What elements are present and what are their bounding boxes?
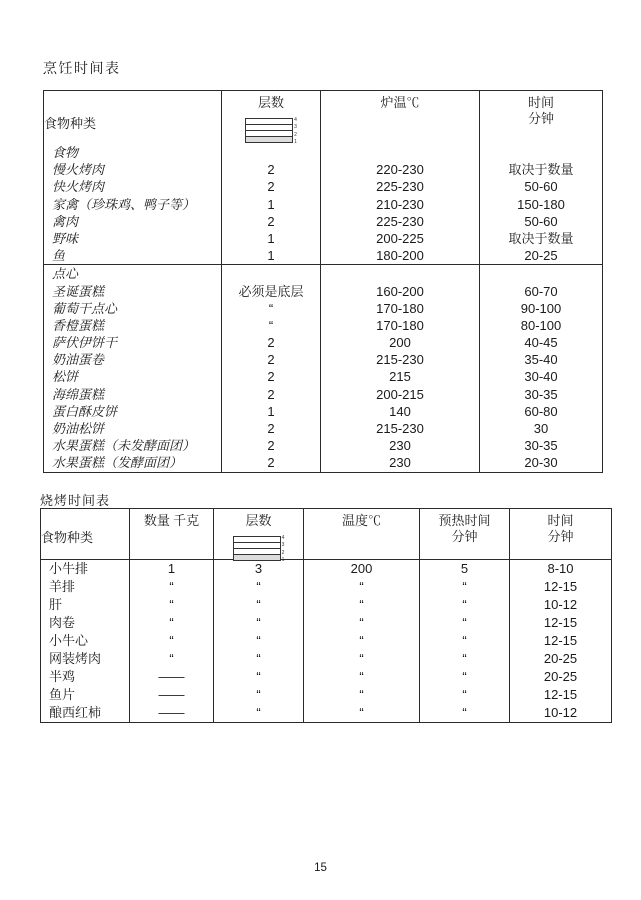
food-name: 半鸡 [49, 669, 76, 684]
section-label: 食物 [52, 145, 79, 160]
shelf-value: 2 [221, 420, 320, 437]
qty-value: —— [129, 704, 213, 722]
table-row [44, 178, 602, 195]
header-shelf: 层数 4 3 2 1 [221, 91, 320, 144]
header-food-type: 食物种类 [44, 116, 97, 131]
time-value: 80-100 [479, 317, 602, 334]
shelf-value: “ [213, 596, 303, 614]
shelf-value: 1 [221, 247, 320, 264]
shelf-value: “ [213, 614, 303, 632]
preheat-value: “ [419, 686, 509, 704]
table-row [44, 386, 602, 403]
temp-value: 170-180 [320, 317, 479, 334]
table-row [41, 668, 611, 686]
shelf-box [233, 536, 281, 561]
temp-value: 200-225 [320, 230, 479, 247]
section-label-row [44, 144, 602, 161]
preheat-value: “ [419, 650, 509, 668]
table-row [44, 213, 602, 230]
food-name: 网装烤肉 [49, 651, 102, 666]
time-value: 50-60 [479, 213, 602, 230]
food-name: 松饼 [52, 369, 79, 385]
table-row [41, 650, 611, 668]
time-value: 30 [479, 420, 602, 437]
temp-value: “ [303, 668, 419, 686]
header-temp: 温度℃ [303, 509, 419, 559]
table-row [44, 300, 602, 317]
food-name: 家禽（珍珠鸡、鸭子等） [52, 196, 196, 212]
time-value: 12-15 [509, 632, 611, 650]
time-value: 30-35 [479, 437, 602, 454]
table-row [44, 454, 602, 471]
time-value: 40-45 [479, 334, 602, 351]
qty-value: “ [129, 614, 213, 632]
time-value: 150-180 [479, 196, 602, 213]
table-row [41, 704, 611, 722]
time-value: 12-15 [509, 614, 611, 632]
time-value: 8-10 [509, 560, 611, 578]
shelf-value: “ [213, 650, 303, 668]
shelf-value: 2 [221, 334, 320, 351]
qty-value: 1 [129, 560, 213, 578]
shelf-value: 1 [221, 403, 320, 420]
shelf-value: 2 [221, 386, 320, 403]
cooking-table [43, 90, 603, 473]
food-name: 萨伏伊饼干 [52, 335, 118, 351]
grill-table-body [41, 560, 611, 722]
table-row [44, 351, 602, 368]
table-row [41, 596, 611, 614]
header-food-type: 食物种类 [41, 530, 94, 545]
qty-value: —— [129, 686, 213, 704]
table-row [44, 368, 602, 385]
shelf-value: 1 [221, 196, 320, 213]
header-quantity: 数量 千克 [129, 509, 213, 559]
table-row [44, 161, 602, 178]
oven-shelf-icon [245, 118, 297, 145]
preheat-value: “ [419, 596, 509, 614]
temp-value: 225-230 [320, 178, 479, 195]
qty-value: “ [129, 596, 213, 614]
time-value: 12-15 [509, 686, 611, 704]
table-row [44, 230, 602, 247]
food-name: 海绵蛋糕 [52, 386, 105, 402]
temp-value: 140 [320, 403, 479, 420]
preheat-value: “ [419, 668, 509, 686]
cooking-table-section-foods [44, 144, 602, 264]
food-name: 鱼片 [49, 687, 76, 702]
table-row [41, 686, 611, 704]
time-value: 30-40 [479, 368, 602, 385]
temp-value: 215 [320, 368, 479, 385]
time-value: 取决于数量 [479, 230, 602, 247]
temp-value: 215-230 [320, 420, 479, 437]
temp-value: 230 [320, 454, 479, 471]
temp-value: 220-230 [320, 161, 479, 178]
food-name: 禽肉 [52, 213, 79, 229]
time-value: 12-15 [509, 578, 611, 596]
qty-value: “ [129, 578, 213, 596]
time-value: 90-100 [479, 300, 602, 317]
shelf-level-numbers: 4 3 2 1 [294, 117, 297, 145]
table-row [44, 283, 602, 300]
shelf-value: 2 [221, 454, 320, 471]
shelf-level-numbers: 4 3 2 1 [281, 535, 285, 563]
temp-value: “ [303, 686, 419, 704]
temp-value: 215-230 [320, 351, 479, 368]
cooking-table-header [44, 91, 602, 144]
temp-value: 225-230 [320, 213, 479, 230]
temp-value: 210-230 [320, 196, 479, 213]
oven-shelf-icon [233, 536, 285, 563]
shelf-value: “ [213, 632, 303, 650]
temp-value: 170-180 [320, 300, 479, 317]
preheat-value: 5 [419, 560, 509, 578]
food-name: 葡萄干点心 [52, 300, 118, 316]
temp-value: “ [303, 596, 419, 614]
header-preheat: 预热时间 分钟 [419, 509, 509, 559]
section-label: 点心 [52, 266, 79, 282]
shelf-value: “ [213, 704, 303, 722]
shelf-value: 必须是底层 [221, 283, 320, 300]
temp-value: 200 [303, 560, 419, 578]
food-name: 小牛心 [49, 633, 89, 648]
table-row [41, 632, 611, 650]
header-shelf: 层数 4 3 2 1 [213, 509, 303, 559]
food-name: 酿西红柿 [49, 705, 102, 720]
food-name: 慢火烤肉 [52, 162, 105, 178]
shelf-value: “ [213, 686, 303, 704]
shelf-value: 2 [221, 213, 320, 230]
table-row [41, 614, 611, 632]
temp-value: “ [303, 650, 419, 668]
food-name: 奶油松饼 [52, 421, 105, 436]
table-row [44, 317, 602, 334]
food-name: 水果蛋糕（发酵面团） [52, 455, 183, 471]
preheat-value: “ [419, 578, 509, 596]
shelf-value: “ [221, 300, 320, 317]
table-row [44, 247, 602, 264]
shelf-value: “ [221, 317, 320, 334]
food-name: 肝 [49, 597, 63, 612]
shelf-value: 2 [221, 161, 320, 178]
shelf-value: 2 [221, 178, 320, 195]
table-row [41, 560, 611, 578]
preheat-value: “ [419, 704, 509, 722]
time-value: 20-25 [509, 650, 611, 668]
shelf-value: 2 [221, 351, 320, 368]
food-name: 快火烤肉 [52, 179, 105, 195]
page-number: 15 [314, 862, 327, 874]
temp-value: 180-200 [320, 247, 479, 264]
shelf-value: 3 [213, 560, 303, 578]
table-row [41, 578, 611, 596]
table-row [44, 437, 602, 454]
food-name: 奶油蛋卷 [52, 352, 105, 368]
preheat-value: “ [419, 614, 509, 632]
shelf-value: “ [213, 668, 303, 686]
table-row [44, 196, 602, 213]
food-name: 蛋白酥皮饼 [52, 403, 118, 419]
food-name: 圣诞蛋糕 [52, 283, 105, 299]
shelf-value: 2 [221, 368, 320, 385]
time-value: 60-80 [479, 403, 602, 420]
food-name: 羊排 [49, 579, 76, 594]
grill-table-title: 烧烤时间表 [40, 493, 111, 508]
time-value: 取决于数量 [479, 161, 602, 178]
temp-value: 200-215 [320, 386, 479, 403]
table-row [44, 420, 602, 437]
time-value: 35-40 [479, 351, 602, 368]
preheat-value: “ [419, 632, 509, 650]
qty-value: “ [129, 632, 213, 650]
time-value: 30-35 [479, 386, 602, 403]
food-name: 小牛排 [49, 561, 89, 576]
time-value: 20-30 [479, 454, 602, 471]
shelf-box [245, 118, 293, 143]
qty-value: —— [129, 668, 213, 686]
temp-value: “ [303, 578, 419, 596]
food-name: 香橙蛋糕 [52, 317, 105, 333]
section-label-row [44, 265, 602, 282]
grill-table-header [41, 509, 611, 563]
food-name: 水果蛋糕（未发酵面团） [52, 438, 196, 454]
temp-value: “ [303, 614, 419, 632]
cooking-table-section-pastry [44, 264, 602, 471]
temp-value: “ [303, 704, 419, 722]
temp-value: 230 [320, 437, 479, 454]
shelf-value: 2 [221, 437, 320, 454]
qty-value: “ [129, 650, 213, 668]
time-value: 20-25 [479, 247, 602, 264]
shelf-value: “ [213, 578, 303, 596]
temp-value: 200 [320, 334, 479, 351]
table-row [44, 334, 602, 351]
header-time: 时间 分钟 [509, 509, 611, 559]
header-oven-temp: 炉温℃ [320, 91, 479, 144]
header-time: 时间 分钟 [479, 91, 602, 144]
food-name: 肉卷 [49, 615, 76, 630]
food-name: 野味 [52, 230, 79, 246]
table-row [44, 403, 602, 420]
time-value: 10-12 [509, 704, 611, 722]
temp-value: 160-200 [320, 283, 479, 300]
time-value: 10-12 [509, 596, 611, 614]
time-value: 20-25 [509, 668, 611, 686]
time-value: 60-70 [479, 283, 602, 300]
time-value: 50-60 [479, 178, 602, 195]
grill-table [40, 508, 612, 723]
shelf-value: 1 [221, 230, 320, 247]
food-name: 鱼 [52, 248, 66, 264]
cooking-table-title: 烹饪时间表 [43, 62, 121, 77]
temp-value: “ [303, 632, 419, 650]
